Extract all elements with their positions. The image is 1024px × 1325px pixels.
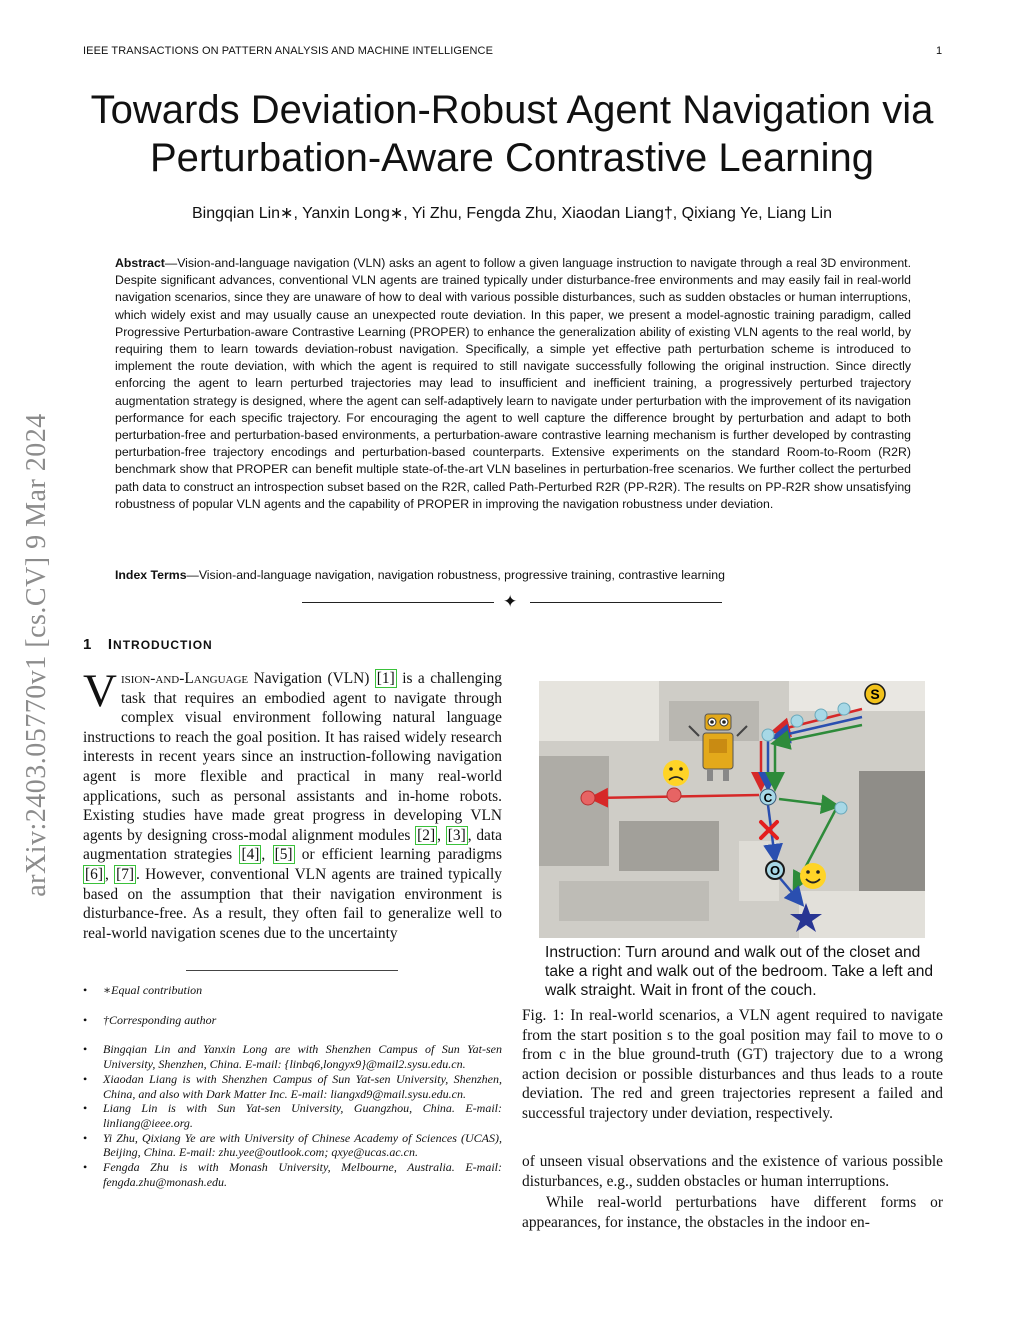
citation-link[interactable]: [2]: [417, 826, 436, 844]
section-number: 1: [83, 636, 93, 653]
footnote-rule: [186, 970, 398, 971]
arxiv-stamp-text: arXiv:2403.05770v1 [cs.CV] 9 Mar 2024: [21, 413, 52, 897]
body-paragraph: While real-world perturbations have different forms or appearances, for instance, the obstacles in the indoor en-: [522, 1194, 943, 1231]
footnote-affiliation: [83, 1131, 502, 1160]
bullet-icon: •: [83, 1042, 88, 1057]
index-terms-label: Index Terms: [115, 568, 187, 582]
floorplan-furniture: [619, 821, 719, 871]
floorplan-room: [789, 681, 925, 711]
deviation-point-label: C: [763, 791, 773, 805]
footnote-affiliation: [83, 1101, 502, 1130]
navigation-figure: [539, 681, 925, 938]
dropcap: V: [83, 665, 117, 717]
intro-paragraph: [83, 665, 503, 943]
intro-smallcaps: ision-and-Language: [120, 670, 249, 687]
abstract: [115, 255, 911, 513]
intro-text: Navigation (VLN): [248, 670, 375, 687]
citation-link[interactable]: [7]: [116, 865, 135, 883]
floorplan-furniture: [539, 756, 609, 866]
intro-text: . However, conventional VLN agents are trained typically based on the assumption that their navigation environment is disturbance-free. As a result, they often fail to generalize well to real-world navigation scenes due to the uncertainty: [83, 865, 502, 942]
bullet-icon: •: [83, 983, 88, 997]
footnote-affiliation: [83, 1042, 502, 1071]
failed-waypoint: [581, 791, 595, 805]
index-terms-text: —Vision-and-language navigation, navigation robustness, progressive training, contrastive learning: [186, 568, 725, 582]
footnote-equal: [83, 983, 502, 998]
section-heading: [83, 636, 213, 653]
figure-caption: Fig. 1: In real-world scenarios, a VLN agent required to navigate from the start position s to the goal position may fail to move to o from c in the blue ground-truth (GT) trajectory due to a wrong action decision or possible disturbances and thus leads to a route deviation. The red and green trajectories represent a failed and successful trajectory under deviation, respectively.: [522, 1007, 943, 1122]
footnote-affiliation: [83, 1072, 502, 1101]
intro-text: is a challenging task that requires an embodied agent to navigate through complex visual environment following natural language instructions to reach the goal position. It has raised widely research interests in recent years since an instruction-following navigation agent is more flexible and practical in many real-world applications, such as personal assistants and in-home robots. Existing studies have made great progress in developing VLN agents by designing cross-modal alignment modules: [83, 670, 503, 844]
page-number: 1: [936, 45, 943, 57]
footnote-text: Liang Lin is with Sun Yat-sen University, Guangzhou, China. E-mail: linliang@ieee.org.: [103, 1101, 502, 1130]
failed-waypoint: [667, 788, 681, 802]
bullet-icon: •: [83, 1130, 88, 1145]
waypoint: [835, 802, 847, 814]
footnote-affiliation: [83, 1160, 502, 1189]
paper-title: Towards Deviation-Robust Agent Navigation via Perturbation-Aware Contrastive Learning: [90, 88, 934, 180]
footnote-text: Xiaodan Liang is with Shenzhen Campus of Sun Yat-sen University, Shenzhen, China, and also with Dark Matter Inc. E-mail: liangxd9@mail.sysu.edu.cn.: [103, 1071, 502, 1101]
intro-text: or efficient learning paradigms: [294, 846, 502, 864]
sad-face-icon: [663, 760, 689, 786]
author-list: Bingqian Lin∗, Yanxin Long∗, Yi Zhu, Fengda Zhu, Xiaodan Liang†, Qixiang Ye, Liang Lin: [191, 205, 832, 222]
waypoint: [762, 729, 774, 741]
floorplan-furniture: [559, 881, 709, 921]
body-paragraph: of unseen visual observations and the existence of various possible disturbances, e.g., sudden obstacles or human interruptions.: [522, 1153, 943, 1190]
waypoint: [838, 703, 850, 715]
section-title-initial: I: [107, 636, 114, 653]
footnote-text: Fengda Zhu is with Monash University, Melbourne, Australia. E-mail: fengda.zhu@monash.edu.: [103, 1160, 502, 1189]
bullet-icon: •: [83, 1101, 88, 1116]
abstract-text: —Vision-and-language navigation (VLN) asks an agent to follow a given language instruction to navigate through a real 3D environment. Despite significant advances, conventional VLN agents are trained typically under disturbance-free environments and may easily fail in real-world navigation scenarios, since they are unaware of how to deal with various possible disturbances, such as sudden obstacles or human interruptions, which widely exist and may usually cause an unexpected route deviation. In this paper, we present a model-agnostic training paradigm, called Progressive Perturbation-aware Contrastive Learning (PROPER) to enhance the generalization ability of existing VLN agents to the real world, by requiring them to learn towards deviation-robust navigation. Specifically, a simple yet effective path perturbation scheme is introduced to implement the route deviation, with which the agent is required to still navigate successfully following the original instruction. Since directly enforcing the agent to learn perturbed trajectories may lead to insufficient and inefficient training, a progressively perturbed trajectory augmentation strategy is designed, where the agent can self-adaptively learn to navigate under perturbation with the improvement of its navigation performance for each specific trajectory. For encouraging the agent to well capture the difference brought by perturbation and adapt to both perturbation-free and perturbation-based environments, a perturbation-aware contrastive learning mechanism is further developed by contrasting perturbation-free trajectory encodings and perturbation-based counterparts. Extensive experiments on the standard Room-to-Room (R2R) benchmark show that PROPER can benefit multiple state-of-the-art VLN baselines in perturbation-free scenarios. We further collect the perturbed path data to construct an introspection subset based on the R2R, called Path-Perturbed R2R (PP-R2R). The results on PP-R2R show unsatisfying robustness of popular VLN agents and the capability of PROPER in improving the navigation robustness under deviation.: [115, 256, 911, 511]
intro-text: ,: [437, 826, 446, 844]
arxiv-identifier-stamp: [12, 355, 62, 955]
citation-link[interactable]: [6]: [85, 865, 103, 883]
intro-text: ,: [104, 865, 115, 883]
citation-link[interactable]: [1]: [376, 670, 395, 687]
intro-text: ,: [261, 846, 273, 864]
divider-diamond-icon: ✦: [503, 592, 518, 611]
citation-link[interactable]: [5]: [274, 846, 293, 864]
footnotes: [83, 983, 502, 1189]
figure-instruction: Instruction: Turn around and walk out of the closet and take a right and walk out of the bedroom. Take a left and walk straight. Wait in front of the couch.: [545, 944, 934, 999]
footnote-text: ∗Equal contribution: [103, 983, 203, 997]
bullet-icon: •: [83, 1071, 88, 1086]
body-continuation: [522, 1152, 943, 1232]
divider-line-left: [302, 602, 494, 603]
intro-text: , data augmentation strategies: [83, 826, 502, 864]
off-route-label: O: [769, 863, 781, 878]
section-title-rest: NTRODUCTION: [113, 638, 213, 652]
waypoint: [791, 715, 803, 727]
floorplan-furniture: [859, 771, 925, 891]
abstract-label: Abstract: [115, 256, 165, 270]
floorplan-room: [539, 681, 659, 741]
citation-link[interactable]: [4]: [241, 846, 260, 864]
waypoint: [815, 709, 827, 721]
divider-line-right: [530, 602, 722, 603]
bullet-icon: •: [83, 1160, 88, 1175]
footnote-corresponding: [83, 1013, 502, 1028]
start-label: S: [870, 686, 880, 702]
index-terms: [115, 568, 911, 582]
footnote-text: Yi Zhu, Qixiang Ye are with University of Chinese Academy of Sciences (UCAS), Beijing, China. E-mail: zhu.yee@outlook.com; qxye@ucas.ac.cn.: [103, 1130, 502, 1160]
bullet-icon: •: [83, 1012, 88, 1027]
happy-face-icon: [800, 863, 826, 889]
footnote-text: †Corresponding author: [103, 1012, 217, 1027]
footnote-text: Bingqian Lin and Yanxin Long are with Shenzhen Campus of Sun Yat-sen University, Shenzhen, China. E-mail: {linbq6,longyx9}@mail2.sysu.edu.cn.: [103, 1042, 502, 1072]
running-header: IEEE TRANSACTIONS ON PATTERN ANALYSIS AND MACHINE INTELLIGENCE: [83, 45, 494, 57]
citation-link[interactable]: [3]: [447, 826, 466, 844]
